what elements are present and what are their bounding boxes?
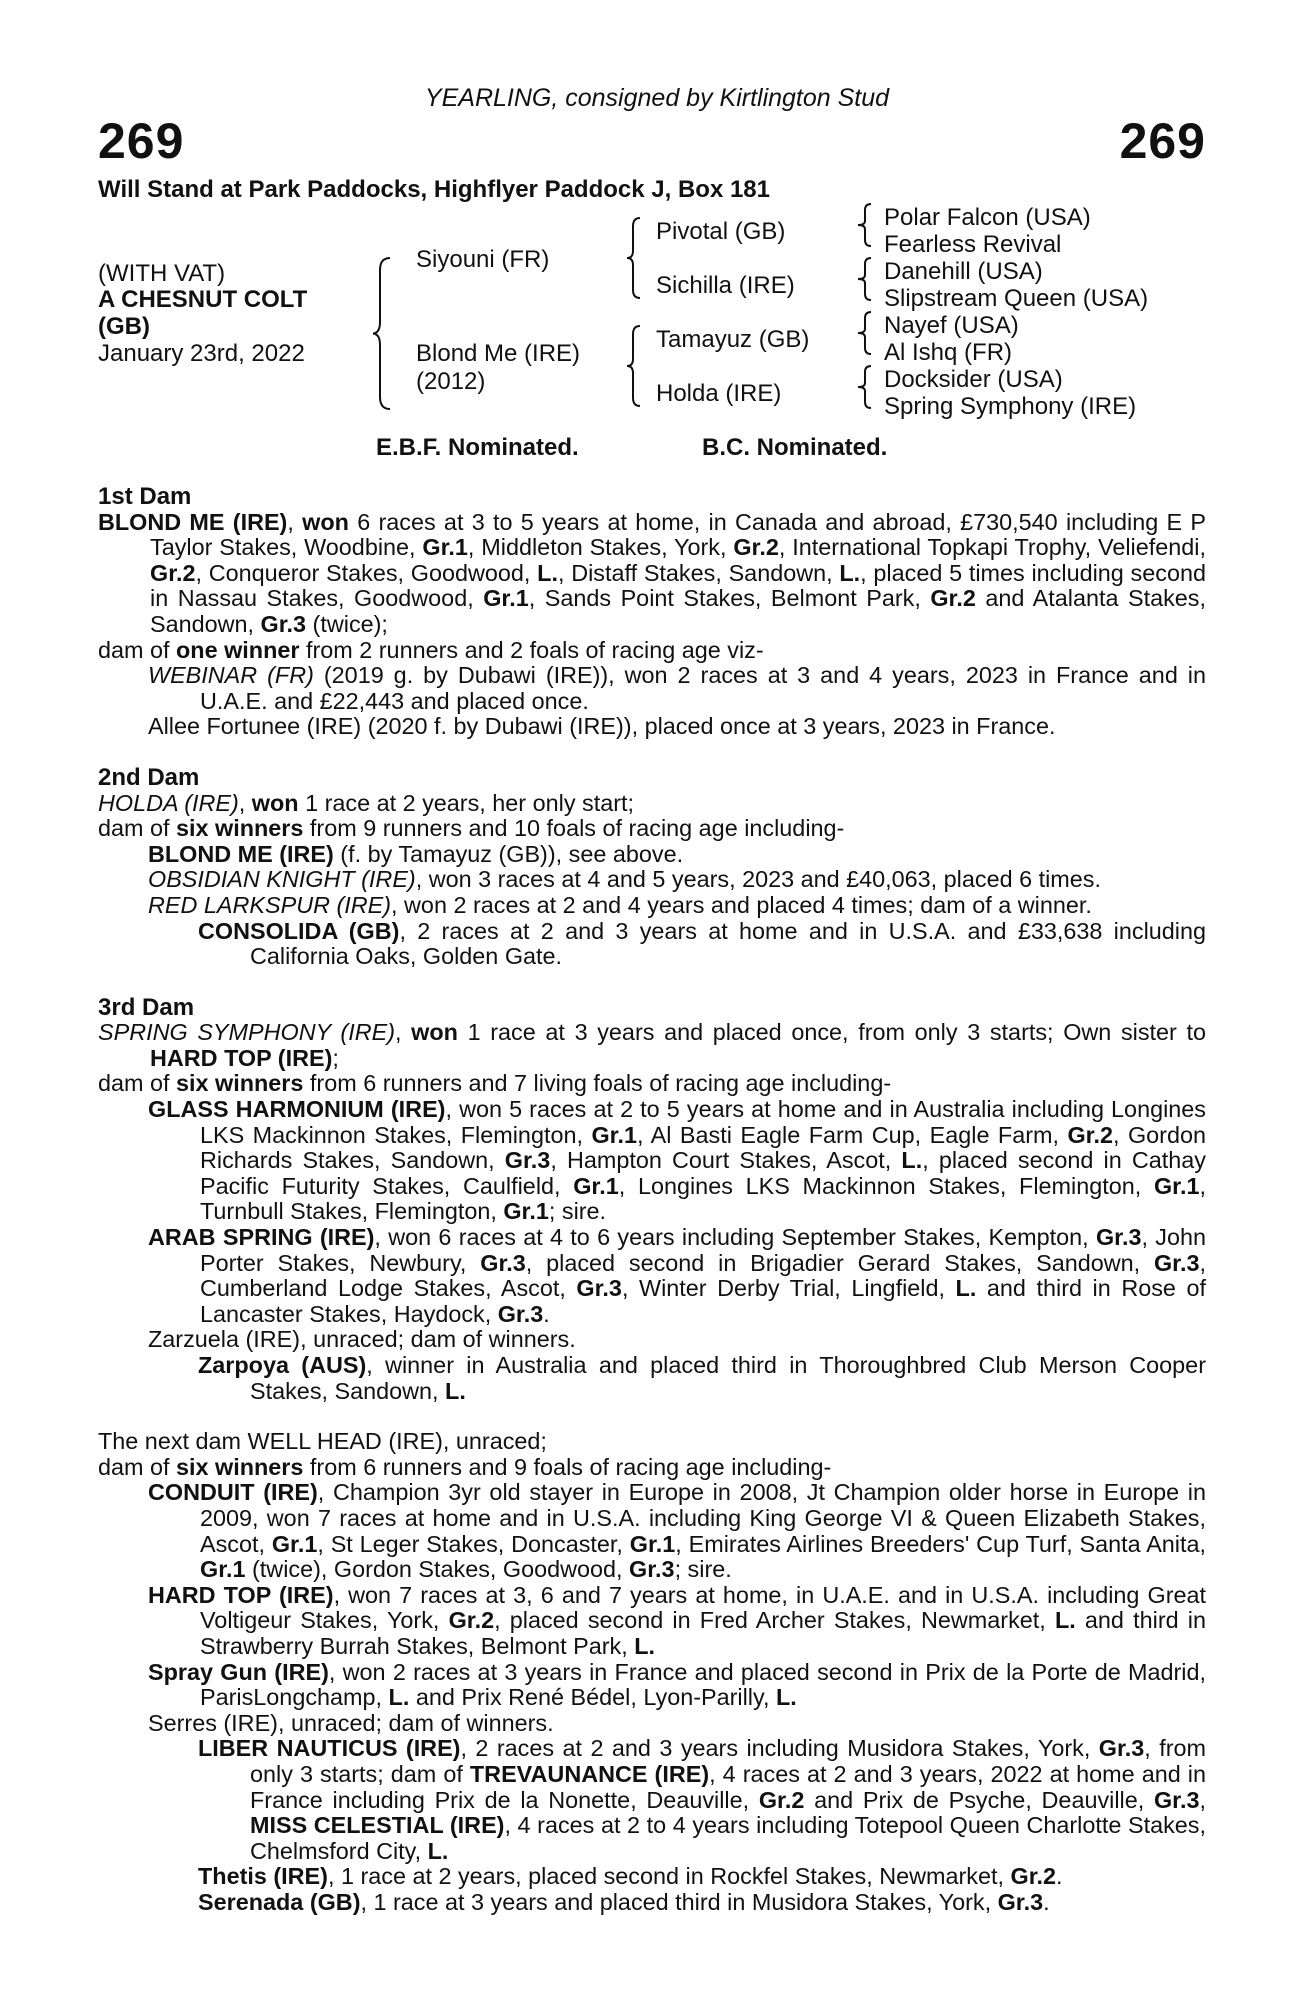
third-dam-produce-1: GLASS HARMONIUM (IRE), won 5 races at 2 to 5 years at home and in Australia including Longines LKS Mackinnon Stakes, Flemington, Gr.1, Al Basti Eagle Farm Cup, Eagle Farm, Gr.2, Gordon Richards Stakes, Sandown, Gr.3, Hampton Court Stakes, Ascot, L., placed second in Cathay Pacific Futurity Stakes, Caulfield, Gr.1, Longines LKS Mackinnon Stakes, Flemington, Gr.1, Turnbull Stakes, Flemington, Gr.1; sire. <box>148 1096 1206 1225</box>
pedigree-main-brace <box>370 256 394 411</box>
third-dam-record: SPRING SYMPHONY (IRE), won 1 race at 3 years and placed once, from only 3 starts; Own sister to HARD TOP (IRE); <box>98 1019 1206 1071</box>
lot-number-left: 269 <box>98 113 185 169</box>
consignment-line: YEARLING, consigned by Kirtlington Stud <box>424 84 890 112</box>
stand-location: Will Stand at Park Paddocks, Highflyer Paddock J, Box 181 <box>98 176 770 203</box>
second-dam-produce-summary: dam of six winners from 9 runners and 10 foals of racing age including- <box>98 815 845 842</box>
third-dam-grandproduce-1: Zarpoya (AUS), winner in Australia and placed third in Thoroughbred Club Merson Cooper Stakes, Sandown, L. <box>198 1352 1206 1404</box>
first-dam-produce-2: Allee Fortunee (IRE) (2020 f. by Dubawi (IRE)), placed once at 3 years, 2023 in France. <box>148 713 1056 740</box>
next-dam-grandproduce-3: Serenada (GB), 1 race at 3 years and placed third in Musidora Stakes, York, Gr.3. <box>198 1888 1050 1915</box>
second-dam-grandproduce-1: CONSOLIDA (GB), 2 races at 2 and 3 years at home and in U.S.A. and £33,638 including California Oaks, Golden Gate. <box>198 917 1206 970</box>
dam: Blond Me (IRE) <box>416 340 581 367</box>
third-dam-produce-summary: dam of six winners from 6 runners and 7 living foals of racing age including- <box>98 1070 892 1097</box>
next-dam-intro: The next dam WELL HEAD (IRE), unraced; <box>98 1428 547 1455</box>
gen3-dsd: Al Ishq (FR) <box>884 339 1013 366</box>
next-dam-produce-2: HARD TOP (IRE), won 7 races at 3, 6 and 7 years at home, in U.A.E. and in U.S.A. including Great Voltigeur Stakes, York, Gr.2, placed second in Fred Archer Stakes, Newmarket, L. and third in Strawberry Burrah Stakes, Belmont Park, L. <box>148 1581 1207 1659</box>
sire-dam: Sichilla (IRE) <box>656 272 795 299</box>
sire: Siyouni (FR) <box>416 246 550 273</box>
dam-sire: Tamayuz (GB) <box>656 326 810 353</box>
second-dam-produce-3: RED LARKSPUR (IRE), won 2 races at 2 and 4 years and placed 4 times; dam of a winner. <box>148 891 1092 918</box>
first-dam-produce-summary: dam of one winner from 2 runners and 2 foals of racing age viz- <box>98 636 764 663</box>
gen3-brace-3 <box>854 310 874 356</box>
next-dam-grandproduce-2: Thetis (IRE), 1 race at 2 years, placed second in Rockfel Stakes, Newmarket, Gr.2. <box>198 1863 1063 1890</box>
gen3-brace-1 <box>854 202 874 248</box>
gen3-brace-2 <box>854 256 874 302</box>
gen3-sdd: Slipstream Queen (USA) <box>884 285 1149 312</box>
second-dam-produce-2: OBSIDIAN KNIGHT (IRE), won 3 races at 4 and 5 years, 2023 and £40,063, placed 6 times. <box>148 866 1101 893</box>
second-dam-produce-1: BLOND ME (IRE) (f. by Tamayuz (GB)), see above. <box>148 840 684 867</box>
sire-brace <box>624 216 642 300</box>
next-dam-produce-3: Spray Gun (IRE), won 2 races at 3 years in France and placed second in Prix de la Porte de Madrid, ParisLongchamp, L. and Prix René Bédel, Lyon-Parilly, L. <box>148 1658 1206 1711</box>
first-dam-produce-1: WEBINAR (FR) (2019 g. by Dubawi (IRE)), won 2 races at 3 and 4 years, 2023 in France and in U.A.E. and £22,443 and placed once. <box>148 662 1207 714</box>
foaling-date: January 23rd, 2022 <box>98 340 305 367</box>
next-dam-produce-summary: dam of six winners from 6 runners and 9 foals of racing age including- <box>98 1453 832 1480</box>
gen3-ssd: Fearless Revival <box>884 231 1062 258</box>
gen3-ddd: Spring Symphony (IRE) <box>884 393 1137 420</box>
ebf-nomination: E.B.F. Nominated. <box>376 434 579 461</box>
second-dam-record: HOLDA (IRE), won 1 race at 2 years, her only start; <box>98 789 634 816</box>
vat-note: (WITH VAT) <box>98 260 226 287</box>
gen3-brace-4 <box>854 364 874 410</box>
next-dam-produce-1: CONDUIT (IRE), Champion 3yr old stayer in Europe in 2008, Jt Champion older horse in Europe in 2009, won 7 races at home and in U.S.A. including King George VI & Queen Elizabeth Stakes, Ascot, Gr.1, St Leger Stakes, Doncaster, Gr.1, Emirates Airlines Breeders' Cup Turf, Santa Anita, Gr.1 (twice), Gordon Stakes, Goodwood, Gr.3; sire. <box>148 1479 1207 1583</box>
lot-title: A CHESNUT COLT <box>98 286 308 313</box>
next-dam-grandproduce-1: LIBER NAUTICUS (IRE), 2 races at 2 and 3 years including Musidora Stakes, York, Gr.3, from only 3 starts; dam of TREVAUNANCE (IRE), 4 races at 2 and 3 years, 2022 at home and in France including Prix de la Nonette, Deauville, Gr.2 and Prix de Psyche, Deauville, Gr.3, MISS CELESTIAL (IRE), 4 races at 2 to 4 years including Totepool Queen Charlotte Stakes, Chelmsford City, L. <box>198 1735 1207 1864</box>
dam-brace <box>624 324 642 408</box>
dam-year: (2012) <box>416 368 486 395</box>
gen3-dss: Nayef (USA) <box>884 312 1019 339</box>
gen3-sds: Danehill (USA) <box>884 258 1043 285</box>
third-dam-heading: 3rd Dam <box>98 993 195 1021</box>
lot-number-right: 269 <box>1119 113 1206 169</box>
bc-nomination: B.C. Nominated. <box>702 434 888 461</box>
second-dam-heading: 2nd Dam <box>98 763 200 791</box>
catalogue-body <box>98 484 1206 1915</box>
lot-origin: (GB) <box>98 313 150 340</box>
gen3-dds: Docksider (USA) <box>884 366 1063 393</box>
third-dam-produce-3: Zarzuela (IRE), unraced; dam of winners. <box>148 1326 576 1353</box>
dam-dam: Holda (IRE) <box>656 380 782 407</box>
next-dam-produce-4: Serres (IRE), unraced; dam of winners. <box>148 1709 554 1736</box>
sire-sire: Pivotal (GB) <box>656 218 786 245</box>
first-dam-record: BLOND ME (IRE), won 6 races at 3 to 5 years at home, in Canada and abroad, £730,540 including E P Taylor Stakes, Woodbine, Gr.1, Middleton Stakes, York, Gr.2, International Topkapi Trophy, Veliefendi, Gr.2, Conqueror Stakes, Goodwood, L., Distaff Stakes, Sandown, L., placed 5 times including second in Nassau Stakes, Goodwood, Gr.1, Sands Point Stakes, Belmont Park, Gr.2 and Atalanta Stakes, Sandown, Gr.3 (twice); <box>98 508 1207 637</box>
third-dam-produce-2: ARAB SPRING (IRE), won 6 races at 4 to 6 years including September Stakes, Kempton, Gr.3, John Porter Stakes, Newbury, Gr.3, placed second in Brigadier Gerard Stakes, Sandown, Gr.3, Cumberland Lodge Stakes, Ascot, Gr.3, Winter Derby Trial, Lingfield, L. and third in Rose of Lancaster Stakes, Haydock, Gr.3. <box>148 1224 1206 1327</box>
first-dam-heading: 1st Dam <box>98 483 192 510</box>
gen3-sss: Polar Falcon (USA) <box>884 204 1091 231</box>
